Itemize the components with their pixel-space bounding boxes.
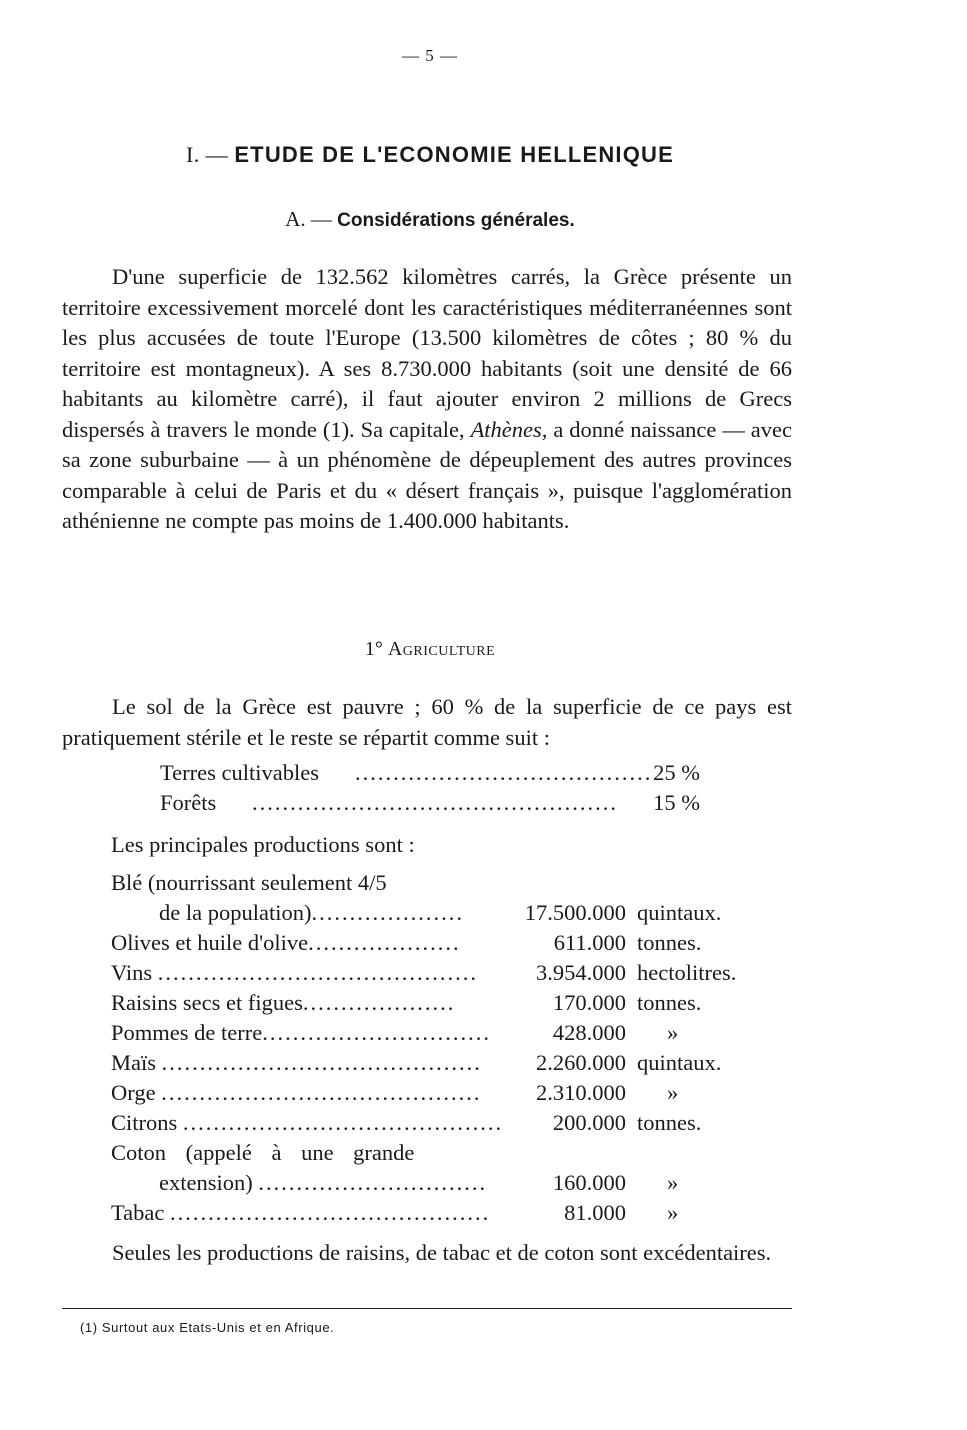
product-name: Orge .......................................... [111, 1080, 482, 1105]
subheading-title: Agriculture [387, 638, 496, 660]
product-unit: quintaux. [637, 900, 722, 925]
section-letter: A. — [285, 207, 332, 231]
product-quantity: 160.000 [552, 1170, 626, 1195]
product-name: Citrons .......................................... [111, 1110, 504, 1135]
subheading-number: 1° [364, 638, 383, 660]
table-row [111, 1108, 771, 1138]
section-title: Considérations générales. [337, 210, 575, 231]
land-split-value: 25 % [653, 760, 700, 785]
dot-leader: ....................................... [355, 760, 653, 785]
table-row [111, 1078, 771, 1108]
table-row [111, 1018, 771, 1048]
product-quantity: 611.000 [553, 930, 626, 955]
chapter-heading [0, 142, 860, 168]
surplus-paragraph [62, 1238, 792, 1269]
product-unit: » [667, 1170, 679, 1195]
table-row [111, 928, 771, 958]
product-unit: tonnes. [637, 1110, 702, 1135]
table-row [111, 958, 771, 988]
product-unit: tonnes. [637, 990, 702, 1015]
intro-text-italic: Athènes, [470, 416, 548, 442]
product-name: Vins .......................................... [111, 960, 479, 985]
page-number: — 5 — [402, 46, 458, 65]
product-quantity: 200.000 [552, 1110, 626, 1135]
land-split-row [160, 758, 700, 788]
subheading-agriculture [0, 638, 860, 661]
product-unit: » [667, 1200, 679, 1225]
chapter-numeral: I. — [185, 142, 229, 167]
section-heading [0, 207, 860, 232]
product-name: Tabac .......................................... [111, 1200, 491, 1225]
product-unit: quintaux. [637, 1050, 722, 1075]
soil-text: Le sol de la Grèce est pauvre ; 60 % de la superficie de ce pays est pratiquement stérile et le reste se répartit comme suit : [62, 694, 792, 750]
product-quantity: 170.000 [552, 990, 626, 1015]
product-name: Raisins secs et figues.................... [111, 990, 456, 1015]
soil-paragraph [62, 692, 792, 753]
table-row [111, 1198, 771, 1228]
product-name: Coton (appelé à une grande [111, 1140, 415, 1165]
table-row [111, 868, 771, 898]
land-split-value: 15 % [653, 790, 700, 815]
intro-paragraph [62, 262, 792, 537]
product-quantity: 81.000 [564, 1200, 626, 1225]
product-name-cont: de la population).................... [159, 900, 464, 925]
chapter-title: ETUDE DE L'ECONOMIE HELLENIQUE [234, 142, 675, 167]
table-row [111, 1168, 771, 1198]
product-quantity: 17.500.000 [524, 900, 626, 925]
product-unit: » [667, 1080, 679, 1105]
table-row [111, 898, 771, 928]
intro-text-2: a donné naissance — avec sa zone suburbaine — à un phénomène de dépeuplement des autres provinces comparable à celui de Paris et du « désert français », puisque l'agglomération athénienne ne compte pas moins de 1.400.000 habitants. [62, 416, 792, 533]
table-row [111, 1138, 771, 1168]
product-quantity: 428.000 [552, 1020, 626, 1045]
footnote: (1) Surtout aux Etats-Unis et en Afrique. [80, 1320, 335, 1335]
product-quantity: 2.260.000 [536, 1050, 626, 1075]
product-name: Maïs .......................................... [111, 1050, 482, 1075]
land-split-row [160, 788, 700, 818]
product-quantity: 3.954.000 [536, 960, 626, 985]
product-name: Olives et huile d'olive.................... [111, 930, 461, 955]
surplus-text: Seules les productions de raisins, de tabac et de coton sont excédentaires. [112, 1240, 772, 1265]
land-split-label: Forêts [160, 790, 217, 815]
product-name-cont: extension) .............................. [159, 1170, 488, 1195]
footnote-divider [62, 1308, 792, 1309]
table-row [111, 1048, 771, 1078]
product-unit: » [667, 1020, 679, 1045]
product-name: Blé (nourrissant seulement 4/5 [111, 870, 387, 895]
intro-text-1: D'une superficie de 132.562 kilomètres carrés, la Grèce présente un territoire excessivement morcelé dont les caractéristiques méditerranéennes sont les plus accusées de toute l'Europe (13.500 kilomètres de côtes ; 80 % du territoire est montagneux). A ses 8.730.000 habitants (soit une densité de 66 habitants au kilomètre carré), il faut ajouter environ 2 millions de Grecs dispersés à travers le monde (1). Sa capitale, [62, 264, 792, 442]
product-quantity: 2.310.000 [536, 1080, 626, 1105]
product-unit: tonnes. [637, 930, 702, 955]
product-unit: hectolitres. [637, 960, 737, 985]
land-split-label: Terres cultivables [160, 760, 319, 785]
product-name: Pommes de terre.............................. [111, 1020, 491, 1045]
table-row [111, 988, 771, 1018]
dot-leader: ................................................ [252, 790, 618, 815]
land-split-list [160, 758, 700, 818]
productions-heading: Les principales productions sont : [111, 832, 415, 857]
productions-table [111, 868, 771, 1228]
